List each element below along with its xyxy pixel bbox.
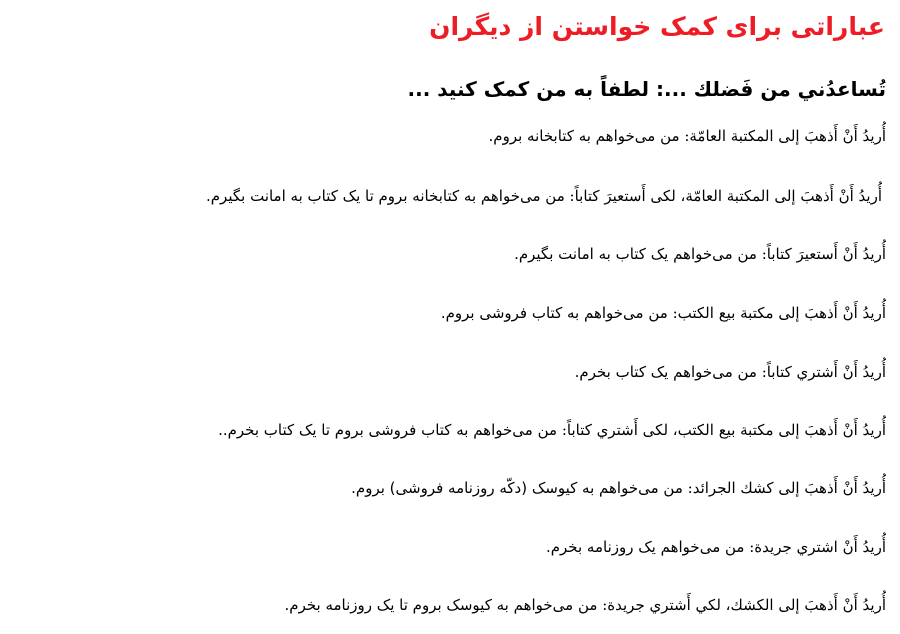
arabic-phrase: أُریدُ أَنْ أَستعیرَ کتاباً: bbox=[761, 245, 886, 263]
persian-translation: من می‌خواهم به کتابخانه بروم تا یک کتاب به امانت بگیرم. bbox=[206, 187, 565, 205]
arabic-phrase: أُریدُ أَنْ أَذهبَ إلی المکتبة العامّة: bbox=[684, 127, 886, 145]
phrase-line bbox=[441, 301, 886, 325]
arabic-phrase: أُریدُ أَنْ أَشتري کتاباً: bbox=[761, 363, 886, 381]
persian-translation: من می‌خواهم به کیوسک بروم تا یک روزنامه بخرم. bbox=[284, 596, 598, 614]
persian-translation: من می‌خواهم یک کتاب بخرم. bbox=[574, 363, 757, 381]
page-title: عباراتی برای کمک خواستن از دیگران bbox=[429, 12, 885, 41]
persian-translation: من می‌خواهم به کیوسک (دکّه روزنامه فروشی) بروم. bbox=[351, 479, 683, 497]
phrase-line bbox=[218, 418, 886, 442]
arabic-phrase: أُریدُ أَنْ أَذهبَ إلی کشك الجرائد: bbox=[687, 479, 886, 497]
arabic-phrase: أُریدُ أَنْ أَذهبَ إلی المکتبة العامّة، لکی أَستعیرَ کتاباً: bbox=[569, 187, 882, 205]
arabic-phrase: أُریدُ أَنْ اشتري جریدة: bbox=[749, 538, 886, 556]
phrase-line bbox=[489, 124, 886, 148]
phrase-line bbox=[285, 593, 886, 617]
persian-translation: من می‌خواهم به کتاب فروشی بروم تا یک کتاب بخرم.. bbox=[218, 421, 558, 439]
persian-translation: من می‌خواهم یک کتاب به امانت بگیرم. bbox=[514, 245, 757, 263]
arabic-phrase: أُریدُ أَنْ أَذهبَ إلی مکتبة بیع الکتب، لکی أَشتري کتاباً: bbox=[561, 421, 886, 439]
phrase-line bbox=[351, 476, 886, 500]
phrase-line bbox=[575, 360, 886, 384]
phrase-line bbox=[546, 535, 886, 559]
phrase-line bbox=[206, 184, 882, 208]
persian-translation: من می‌خواهم یک روزنامه بخرم. bbox=[545, 538, 745, 556]
persian-translation: من می‌خواهم به کتابخانه بروم. bbox=[488, 127, 680, 145]
arabic-phrase: أُریدُ أَنْ أَذهبَ إلی الکشك، لکي أَشتري جریدة: bbox=[602, 596, 886, 614]
phrase-line bbox=[514, 242, 886, 266]
section-heading: تُساعدُني من فَضلك ...: لطفاً به من کمک کنید ... bbox=[407, 77, 886, 101]
arabic-phrase: أُریدُ أَنْ أَذهبَ إلی مکتبة بیع الکتب: bbox=[672, 304, 886, 322]
persian-translation: من می‌خواهم به کتاب فروشی بروم. bbox=[440, 304, 668, 322]
